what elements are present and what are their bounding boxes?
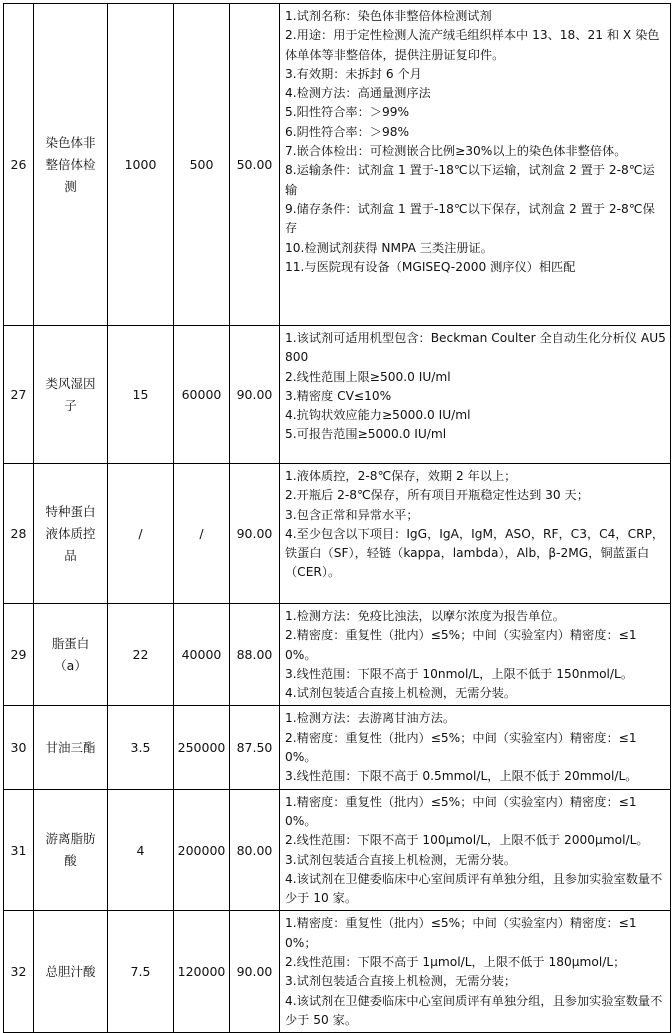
spec-line: 2.线性范围：下限不高于 100μmol/L，上限不低于 2000μmol/L。 <box>285 833 649 848</box>
score-cell: 80.00 <box>230 789 280 911</box>
spec-line: 1.精密度：重复性（批内）≤5%；中间（实验室内）精密度：≤10%； <box>285 916 637 950</box>
spec-line: 3.线性范围：下限不高于 0.5mmol/L，上限不低于 20mmol/L。 <box>285 769 638 784</box>
item-name-cell: 甘油三酯 <box>34 706 108 789</box>
score-cell: 90.00 <box>230 464 280 604</box>
spec-line: 2.线性范围上限≥500.0 IU/ml <box>285 369 451 384</box>
table-row <box>4 706 671 789</box>
item-name-cell: 特种蛋白液体质控品 <box>34 464 108 604</box>
spec-line: 1.精密度：重复性（批内）≤5%；中间（实验室内）精密度：≤10%。 <box>285 794 637 828</box>
row-number-cell: 26 <box>4 4 34 326</box>
spec-line: 2.开瓶后 2-8℃保存，所有项目开瓶稳定性达到 30 天； <box>285 488 589 503</box>
spec-line: 6.阴性符合率：＞98% <box>285 124 410 139</box>
spec-line: 3.包含正常和异常水平； <box>285 507 419 522</box>
table-row <box>4 464 671 604</box>
spec-line: 1.检测方法：去游离甘油方法。 <box>285 711 456 726</box>
price-cell: 60000 <box>174 326 230 464</box>
score-cell: 87.50 <box>230 706 280 789</box>
quantity-cell: 7.5 <box>108 911 174 1033</box>
spec-line: 4.抗钩状效应能力≥5000.0 IU/ml <box>285 408 471 423</box>
spec-line: 11.与医院现有设备（MGISEQ-2000 测序仪）相匹配 <box>285 259 576 274</box>
price-cell: 200000 <box>174 789 230 911</box>
quantity-cell: 22 <box>108 604 174 706</box>
spec-line: 3.有效期：未拆封 6 个月 <box>285 66 422 81</box>
price-cell: / <box>174 464 230 604</box>
spec-line: 8.运输条件：试剂盒 1 置于-18℃以下运输，试剂盒 2 置于 2-8℃运输 <box>285 163 655 197</box>
specification-cell <box>280 911 671 1033</box>
price-cell: 500 <box>174 4 230 326</box>
spec-line: 4.试剂包装适合直接上机检测，无需分装。 <box>285 686 517 701</box>
specification-cell <box>280 604 671 706</box>
specification-cell <box>280 326 671 464</box>
quantity-cell: 1000 <box>108 4 174 326</box>
spec-line: 5.可报告范围≥5000.0 IU/ml <box>285 427 447 442</box>
spec-line: 3.试剂包装适合直接上机检测，无需分装； <box>285 974 517 989</box>
score-cell: 90.00 <box>230 911 280 1033</box>
score-cell: 50.00 <box>230 4 280 326</box>
row-number-cell: 29 <box>4 604 34 706</box>
specification-cell <box>280 706 671 789</box>
spec-line: 2.线性范围：下限不高于 1μmol/L，上限不低于 180μmol/L； <box>285 955 626 970</box>
item-name-cell: 染色体非整倍体检测 <box>34 4 108 326</box>
spec-line: 9.储存条件：试剂盒 1 置于-18℃以下保存，试剂盒 2 置于 2-8℃保存 <box>285 201 655 236</box>
specification-cell <box>280 789 671 911</box>
specification-cell <box>280 464 671 604</box>
row-number-cell: 30 <box>4 706 34 789</box>
row-number-cell: 31 <box>4 789 34 911</box>
price-cell: 120000 <box>174 911 230 1033</box>
price-cell: 40000 <box>174 604 230 706</box>
spec-line: 4.该试剂在卫健委临床中心室间质评有单独分组，且参加实验室数量不少于 50 家。 <box>285 993 663 1027</box>
score-cell: 90.00 <box>230 326 280 464</box>
quantity-cell: 15 <box>108 326 174 464</box>
item-name-cell: 总胆汁酸 <box>34 911 108 1033</box>
spec-line: 2.精密度：重复性（批内）≤5%；中间（实验室内）精密度：≤10%。 <box>285 730 637 765</box>
spec-line: 4.至少包含以下项目：IgG，IgA，IgM，ASO，RF，C3，C4，CRP，铁蛋白（SF），轻链（kappa，lambda），Alb，β-2MG，铜蓝蛋白（CER）。 <box>285 526 665 580</box>
spec-line: 4.检测方法：高通量测序法 <box>285 86 431 101</box>
price-cell: 250000 <box>174 706 230 789</box>
row-number-cell: 28 <box>4 464 34 604</box>
spec-line: 1.试剂名称：染色体非整倍体检测试剂 <box>285 9 492 23</box>
row-number-cell: 32 <box>4 911 34 1033</box>
table-row <box>4 326 671 464</box>
item-name-cell: 脂蛋白（a） <box>34 604 108 706</box>
item-name-cell: 类风湿因子 <box>34 326 108 464</box>
spec-line: 2.用途：用于定性检测人流产绒毛组织样本中 13、18、21 和 X 染色体单体等非整倍体，提供注册证复印件。 <box>285 28 660 62</box>
spec-line: 1.液体质控，2-8℃保存，效期 2 年以上； <box>285 469 517 483</box>
quantity-cell: 4 <box>108 789 174 911</box>
score-cell: 88.00 <box>230 604 280 706</box>
table-row <box>4 911 671 1033</box>
spec-line: 3.线性范围：下限不高于 10nmol/L，上限不低于 150nmol/L。 <box>285 666 634 681</box>
spec-line: 1.检测方法：免疫比浊法，以摩尔浓度为报告单位。 <box>285 609 565 623</box>
table-row <box>4 604 671 706</box>
spec-line: 2.精密度：重复性（批内）≤5%；中间（实验室内）精密度：≤10%。 <box>285 628 637 662</box>
row-number-cell: 27 <box>4 326 34 464</box>
specification-cell <box>280 4 671 326</box>
spec-line: 4.该试剂在卫健委临床中心室间质评有单独分组，且参加实验室数量不少于 10 家。 <box>285 871 663 906</box>
table-row <box>4 789 671 911</box>
spec-line: 3.试剂包装适合直接上机检测，无需分装。 <box>285 852 517 867</box>
reagent-spec-table <box>3 3 671 1033</box>
quantity-cell: / <box>108 464 174 604</box>
quantity-cell: 3.5 <box>108 706 174 789</box>
spec-line: 3.精密度 CV≤10% <box>285 388 392 403</box>
table-body <box>4 4 671 1033</box>
spec-line: 1.该试剂可适用机型包含：Beckman Coulter 全自动生化分析仪 AU5800 <box>285 331 666 365</box>
spec-line: 5.阳性符合率：＞99% <box>285 105 410 120</box>
spec-line: 10.检测试剂获得 NMPA 三类注册证。 <box>285 240 493 255</box>
table-row <box>4 4 671 326</box>
item-name-cell: 游离脂肪酸 <box>34 789 108 911</box>
spec-line: 7.嵌合体检出：可检测嵌合比例≥30%以上的染色体非整倍体。 <box>285 144 627 159</box>
